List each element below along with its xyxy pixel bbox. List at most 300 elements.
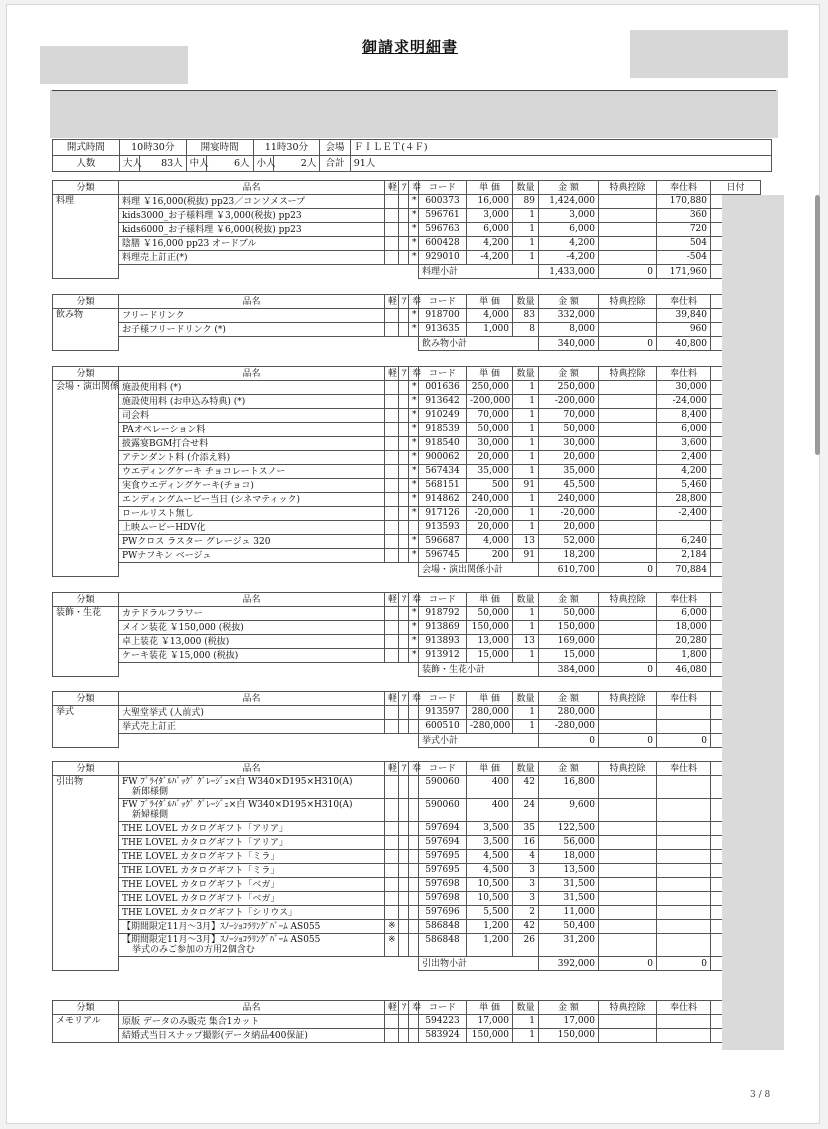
amount: 18,000	[539, 850, 599, 864]
unit-price: 4,200	[467, 237, 513, 251]
quantity: 8	[513, 323, 539, 337]
subtotal-spacer	[119, 957, 419, 971]
column-header: 奉	[409, 593, 419, 607]
item-name-line: PWナフキン ベージュ	[122, 550, 212, 561]
table-row	[53, 195, 761, 209]
light-tax-mark	[385, 479, 399, 493]
category-cell	[53, 465, 119, 479]
benefit-deduction	[599, 409, 657, 423]
blank-cell	[399, 649, 409, 663]
blank-cell	[399, 720, 409, 734]
item-name	[119, 381, 385, 395]
column-header: 奉仕料	[657, 367, 711, 381]
section-header-row	[53, 593, 761, 607]
item-code: 913912	[419, 649, 467, 663]
unit-price: -200,000	[467, 395, 513, 409]
service-mark	[409, 892, 419, 906]
subtotal-amount: 610,700	[539, 563, 599, 577]
quantity: 1	[513, 649, 539, 663]
service-charge	[657, 822, 711, 836]
scrollbar[interactable]	[815, 195, 820, 455]
item-name-line: 司会料	[122, 410, 150, 421]
item-name-subline: 新郎様側	[132, 787, 169, 797]
blank-cell	[399, 635, 409, 649]
service-charge	[657, 836, 711, 850]
quantity: 1	[513, 706, 539, 720]
item-code: 001636	[419, 381, 467, 395]
section-table	[52, 180, 761, 279]
table-row	[53, 892, 761, 906]
column-header: 特典控除	[599, 181, 657, 195]
item-name	[119, 209, 385, 223]
category-cell	[53, 209, 119, 223]
benefit-deduction	[599, 323, 657, 337]
service-charge	[657, 864, 711, 878]
quantity: 13	[513, 635, 539, 649]
amount: -200,000	[539, 395, 599, 409]
quantity: 1	[513, 521, 539, 535]
blank-cell	[399, 423, 409, 437]
blank-cell	[399, 409, 409, 423]
benefit-deduction	[599, 635, 657, 649]
column-header: 金 額	[539, 1001, 599, 1015]
item-name	[119, 223, 385, 237]
category-cell	[53, 521, 119, 535]
table-row	[53, 906, 761, 920]
item-name	[119, 451, 385, 465]
column-header: ｱ	[399, 762, 409, 776]
light-tax-mark	[385, 323, 399, 337]
quantity: 1	[513, 223, 539, 237]
info-value: 6人	[206, 156, 253, 172]
info-value: 2人	[273, 156, 320, 172]
quantity: 1	[513, 437, 539, 451]
item-name	[119, 850, 385, 864]
service-mark: *	[409, 309, 419, 323]
category-cell	[53, 799, 119, 822]
benefit-deduction	[599, 549, 657, 563]
benefit-deduction	[599, 934, 657, 957]
unit-price: 200	[467, 549, 513, 563]
light-tax-mark	[385, 776, 399, 799]
item-name-line: 原版 データのみ販売 集合1カット	[122, 1016, 260, 1027]
quantity: 89	[513, 195, 539, 209]
subtotal-label: 料理小計	[419, 265, 539, 279]
item-code: 900062	[419, 451, 467, 465]
blank-cell	[399, 223, 409, 237]
benefit-deduction	[599, 479, 657, 493]
service-mark: *	[409, 493, 419, 507]
service-mark: *	[409, 409, 419, 423]
table-row	[53, 934, 761, 957]
quantity: 1	[513, 395, 539, 409]
info-label: 開宴時間	[186, 140, 253, 156]
light-tax-mark	[385, 621, 399, 635]
benefit-deduction	[599, 706, 657, 720]
item-name-line: 披露宴BGM打合せ料	[122, 438, 209, 449]
table-row	[53, 836, 761, 850]
amount: 13,500	[539, 864, 599, 878]
light-tax-mark	[385, 836, 399, 850]
table-row	[53, 1029, 761, 1043]
page-number: 3 / 8	[750, 1090, 771, 1100]
blank-cell	[399, 195, 409, 209]
category-cell	[53, 563, 119, 577]
category-cell: 引出物	[53, 776, 119, 799]
amount: 280,000	[539, 706, 599, 720]
service-mark: *	[409, 635, 419, 649]
quantity: 1	[513, 423, 539, 437]
column-header: 奉	[409, 692, 419, 706]
service-mark: *	[409, 251, 419, 265]
blank-cell	[399, 607, 409, 621]
subtotal-spacer	[119, 265, 419, 279]
item-code: 600510	[419, 720, 467, 734]
item-name-line: エンディングムービー当日 (シネマティック)	[122, 494, 301, 505]
quantity: 91	[513, 479, 539, 493]
benefit-deduction	[599, 649, 657, 663]
light-tax-mark	[385, 521, 399, 535]
benefit-deduction	[599, 776, 657, 799]
blank-cell	[399, 507, 409, 521]
column-header: 分類	[53, 593, 119, 607]
unit-price: -20,000	[467, 507, 513, 521]
blank-cell	[399, 906, 409, 920]
category-cell: メモリアル	[53, 1015, 119, 1029]
amount: 169,000	[539, 635, 599, 649]
quantity: 35	[513, 822, 539, 836]
unit-price: 3,500	[467, 822, 513, 836]
column-header: 分類	[53, 762, 119, 776]
column-header: 軽	[385, 181, 399, 195]
unit-price: 5,500	[467, 906, 513, 920]
blank-cell	[399, 521, 409, 535]
document-title: 御請求明細書	[361, 38, 458, 56]
column-header: ｱ	[399, 181, 409, 195]
subtotal-row	[53, 663, 761, 677]
item-code: 596687	[419, 535, 467, 549]
item-code: 600428	[419, 237, 467, 251]
item-code: 590060	[419, 776, 467, 799]
category-cell	[53, 621, 119, 635]
blank-cell	[399, 934, 409, 957]
table-row	[53, 621, 761, 635]
service-charge	[657, 706, 711, 720]
column-header: 金 額	[539, 295, 599, 309]
item-name	[119, 479, 385, 493]
column-header: ｱ	[399, 692, 409, 706]
subtotal-spacer	[119, 734, 419, 748]
amount: 52,000	[539, 535, 599, 549]
category-cell	[53, 437, 119, 451]
benefit-deduction	[599, 493, 657, 507]
table-row	[53, 209, 761, 223]
column-header: 特典控除	[599, 593, 657, 607]
section-header-row	[53, 181, 761, 195]
table-row	[53, 309, 761, 323]
service-mark	[409, 878, 419, 892]
table-row	[53, 635, 761, 649]
light-tax-mark	[385, 451, 399, 465]
service-charge: 1,800	[657, 649, 711, 663]
unit-price: 400	[467, 799, 513, 822]
benefit-deduction	[599, 720, 657, 734]
light-tax-mark	[385, 864, 399, 878]
category-cell: 挙式	[53, 706, 119, 720]
benefit-deduction	[599, 423, 657, 437]
table-row	[53, 409, 761, 423]
subtotal-spacer	[119, 563, 419, 577]
item-name-line: FW ﾌﾞﾗｲﾀﾞﾙﾊﾞｯｸﾞ ｸﾞﾚｰｼﾞｭ×白 W340×D195×H310(A)	[122, 777, 353, 787]
column-header: ｱ	[399, 295, 409, 309]
light-tax-mark	[385, 706, 399, 720]
column-header: 単 価	[467, 1001, 513, 1015]
subtotal-spacer	[119, 337, 419, 351]
amount: 16,800	[539, 776, 599, 799]
service-mark	[409, 1029, 419, 1043]
light-tax-mark	[385, 237, 399, 251]
item-name-line: THE LOVEL カタログギフト「ベガ」	[122, 879, 280, 890]
unit-price: 1,000	[467, 323, 513, 337]
service-charge: -24,000	[657, 395, 711, 409]
column-header: コード	[419, 367, 467, 381]
amount: 6,000	[539, 223, 599, 237]
category-cell	[53, 836, 119, 850]
item-name	[119, 237, 385, 251]
item-name-line: 料理 ￥16,000(税抜) pp23／コンソメスープ	[122, 196, 306, 207]
item-code: 596761	[419, 209, 467, 223]
amount: 332,000	[539, 309, 599, 323]
service-charge: 28,800	[657, 493, 711, 507]
subtotal-amount: 392,000	[539, 957, 599, 971]
column-header: 軽	[385, 762, 399, 776]
column-header: ｱ	[399, 593, 409, 607]
service-charge: 6,000	[657, 607, 711, 621]
service-mark: *	[409, 381, 419, 395]
amount: 50,400	[539, 920, 599, 934]
item-name-line: 【期間限定11月～3月】ｽﾉｰｼｮｺﾗﾘﾝｸﾞﾊﾞｰﾑ AS055	[122, 935, 321, 945]
light-tax-mark	[385, 209, 399, 223]
benefit-deduction	[599, 251, 657, 265]
service-mark: *	[409, 479, 419, 493]
unit-price: 280,000	[467, 706, 513, 720]
column-header: 単 価	[467, 181, 513, 195]
table-row	[53, 864, 761, 878]
info-label: 開式時間	[53, 140, 120, 156]
amount: 240,000	[539, 493, 599, 507]
category-cell	[53, 850, 119, 864]
column-header: 特典控除	[599, 295, 657, 309]
blank-cell	[399, 920, 409, 934]
subtotal-spacer	[119, 663, 419, 677]
subtotal-deduction: 0	[599, 337, 657, 351]
column-header: 特典控除	[599, 692, 657, 706]
light-tax-mark	[385, 549, 399, 563]
amount: 150,000	[539, 621, 599, 635]
benefit-deduction	[599, 381, 657, 395]
service-charge: 20,280	[657, 635, 711, 649]
service-charge	[657, 776, 711, 799]
amount: 18,200	[539, 549, 599, 563]
benefit-deduction	[599, 799, 657, 822]
blank-cell	[399, 209, 409, 223]
info-label: 人数	[53, 156, 120, 172]
quantity: 24	[513, 799, 539, 822]
light-tax-mark	[385, 395, 399, 409]
column-header: コード	[419, 295, 467, 309]
unit-price: 4,000	[467, 535, 513, 549]
amount: 35,000	[539, 465, 599, 479]
unit-price: 1,200	[467, 934, 513, 957]
redacted-block	[630, 30, 788, 78]
blank-cell	[399, 437, 409, 451]
column-header: コード	[419, 181, 467, 195]
service-mark: *	[409, 649, 419, 663]
service-mark	[409, 906, 419, 920]
benefit-deduction	[599, 521, 657, 535]
column-header: 数量	[513, 367, 539, 381]
quantity: 1	[513, 209, 539, 223]
category-cell	[53, 451, 119, 465]
table-row	[53, 381, 761, 395]
quantity: 1	[513, 507, 539, 521]
category-cell	[53, 479, 119, 493]
blank-cell	[399, 237, 409, 251]
table-row	[53, 323, 761, 337]
benefit-deduction	[599, 906, 657, 920]
item-name-line: アテンダント料 (介添え料)	[122, 452, 231, 463]
item-name	[119, 892, 385, 906]
subtotal-deduction: 0	[599, 563, 657, 577]
quantity: 1	[513, 451, 539, 465]
benefit-deduction	[599, 878, 657, 892]
unit-price: 3,500	[467, 836, 513, 850]
amount: -20,000	[539, 507, 599, 521]
info-label: 会場	[320, 140, 350, 156]
info-value: 10時30分	[119, 140, 186, 156]
column-header: 数量	[513, 1001, 539, 1015]
service-mark	[409, 836, 419, 850]
info-label: 中人	[186, 156, 206, 172]
table-row	[53, 251, 761, 265]
blank-cell	[399, 323, 409, 337]
quantity: 42	[513, 776, 539, 799]
unit-price: 15,000	[467, 649, 513, 663]
light-tax-mark	[385, 822, 399, 836]
column-header: 奉	[409, 1001, 419, 1015]
benefit-deduction	[599, 507, 657, 521]
item-name	[119, 720, 385, 734]
section-table	[52, 366, 761, 577]
benefit-deduction	[599, 209, 657, 223]
column-header: コード	[419, 692, 467, 706]
column-header: 分類	[53, 181, 119, 195]
unit-price: 150,000	[467, 621, 513, 635]
unit-price: 70,000	[467, 409, 513, 423]
table-row	[53, 799, 761, 822]
quantity: 1	[513, 1029, 539, 1043]
column-header: 品名	[119, 367, 385, 381]
service-charge: -2,400	[657, 507, 711, 521]
amount: 70,000	[539, 409, 599, 423]
column-header: 数量	[513, 593, 539, 607]
quantity: 1	[513, 237, 539, 251]
subtotal-amount: 384,000	[539, 663, 599, 677]
item-code: 597698	[419, 892, 467, 906]
amount: 150,000	[539, 1029, 599, 1043]
item-code: 594223	[419, 1015, 467, 1029]
table-row	[53, 437, 761, 451]
blank-cell	[399, 1015, 409, 1029]
blank-cell	[399, 451, 409, 465]
amount: 50,000	[539, 423, 599, 437]
column-header: 単 価	[467, 762, 513, 776]
table-row	[53, 465, 761, 479]
light-tax-mark	[385, 850, 399, 864]
item-code: 913635	[419, 323, 467, 337]
column-header: 奉	[409, 181, 419, 195]
benefit-deduction	[599, 195, 657, 209]
light-tax-mark	[385, 607, 399, 621]
column-header: 奉仕料	[657, 692, 711, 706]
light-tax-mark	[385, 309, 399, 323]
item-code: 918700	[419, 309, 467, 323]
amount: 20,000	[539, 521, 599, 535]
item-name	[119, 423, 385, 437]
item-name-line: PAオペレーション料	[122, 424, 206, 435]
item-code: 596763	[419, 223, 467, 237]
column-header: 特典控除	[599, 367, 657, 381]
blank-cell	[399, 878, 409, 892]
service-charge: 170,880	[657, 195, 711, 209]
item-name	[119, 465, 385, 479]
item-name-line: THE LOVEL カタログギフト「アリア」	[122, 837, 289, 848]
blank-cell	[399, 621, 409, 635]
category-cell	[53, 892, 119, 906]
amount: 250,000	[539, 381, 599, 395]
unit-price: 4,500	[467, 864, 513, 878]
section-header-row	[53, 295, 761, 309]
category-cell: 装飾・生花	[53, 607, 119, 621]
light-tax-mark	[385, 507, 399, 521]
column-header: 日付	[711, 181, 761, 195]
column-header: 品名	[119, 692, 385, 706]
item-code: 583924	[419, 1029, 467, 1043]
item-code: 918540	[419, 437, 467, 451]
item-name	[119, 1029, 385, 1043]
section-header-row	[53, 367, 761, 381]
item-name-line: 陰膳 ￥16,000 pp23 オードブル	[122, 238, 257, 249]
item-name-line: 結婚式当日スナップ撮影(データ納品400保証)	[122, 1030, 308, 1041]
subtotal-service: 0	[657, 734, 711, 748]
item-code: 913597	[419, 706, 467, 720]
unit-price: 3,000	[467, 209, 513, 223]
item-code: 910249	[419, 409, 467, 423]
item-name	[119, 649, 385, 663]
amount: 45,500	[539, 479, 599, 493]
item-code: 597695	[419, 850, 467, 864]
benefit-deduction	[599, 437, 657, 451]
light-tax-mark	[385, 465, 399, 479]
item-name	[119, 906, 385, 920]
item-name-line: ケーキ装花 ￥15,000 (税抜)	[122, 650, 239, 661]
item-name	[119, 1015, 385, 1029]
category-cell	[53, 734, 119, 748]
item-name	[119, 706, 385, 720]
service-charge: 2,184	[657, 549, 711, 563]
item-name	[119, 521, 385, 535]
benefit-deduction	[599, 621, 657, 635]
